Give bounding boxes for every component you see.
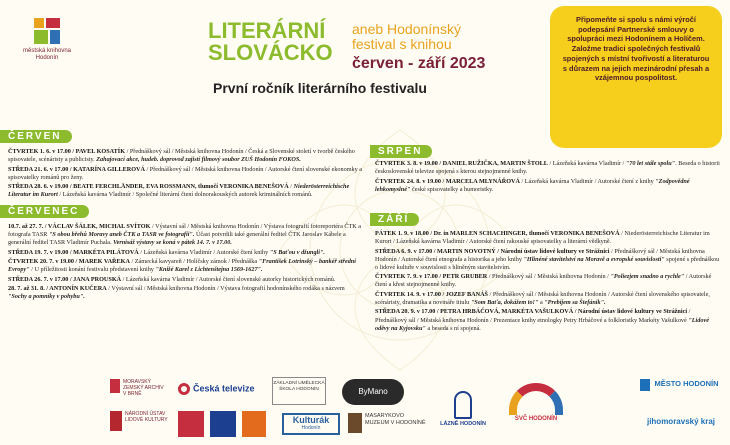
lazne-logo: LÁZNĚ HODONÍN: [440, 391, 486, 428]
event-em: "Sochy a pomníky v pohybu".: [8, 293, 85, 301]
ct-logo: Česká televize: [178, 383, 268, 395]
event-item: [375, 273, 720, 289]
event-when: STŘEDA 20. 9. v 17.00 / PETRA HRBÁČOVÁ, MARKÉTA VAŠULKOVÁ / Národní ústav lidové kultury ve Strážnici: [375, 308, 688, 316]
event-em: "Hlinéné stavitelství na Moravě a evropské souvislosti": [523, 255, 665, 263]
month-heading-zari: ZÁŘÍ: [370, 213, 419, 226]
month-heading-cerven: ČERVEN: [0, 130, 72, 143]
event-em2: "Knižé Karel z Lichtenštejna 1569-1627".: [155, 266, 263, 274]
library-logo: [17, 16, 77, 82]
svc-rainbow-icon: [509, 383, 563, 415]
event-text: / Výstavní sál / Městská knihovna Hodonín / Výstava fotografií hodonínského rodáka s názvem: [108, 285, 345, 293]
event-em: "Poliezjem snadno a rychle": [610, 273, 685, 281]
event-text2: / U příležitosti konání festivalu představení knihy: [29, 266, 156, 274]
partner-logos: [0, 377, 730, 445]
event-em: "70 let stále spolu": [625, 160, 676, 167]
event-text: /: [290, 183, 294, 191]
event-text: / Lázeňská kavárna Vladimír / Autorské čtení knihy: [140, 248, 270, 256]
events-zari: [375, 230, 720, 334]
ct-icon: [178, 383, 190, 395]
event-when: STŘEDA 26. 7. v 17.00 / JANA PROUSKÁ: [8, 275, 122, 283]
svc-logo: SVČ HODONÍN: [496, 383, 576, 423]
event-when: ČTVRTEK 3. 8. v 19.00 / DANIEL RUŽIČKA, MARTIN ŠTOLL: [375, 160, 548, 167]
event-em: Niederösterreichische Literatur im Kurort: [8, 183, 350, 199]
zus-logo: ZÁKLADNÍ UMĚLECKÁ ŠKOLA HODONÍN: [272, 377, 326, 405]
event-when: STŘEDA 6. 9. v 17.00 / MARTIN NOVOTNÝ / Národní ústav lidové kultury ve Strážnici: [375, 247, 610, 255]
event-item: [8, 249, 363, 257]
event-em: "S obou břehů Moravy aneb ČTK a TASR ve fotografii".: [48, 231, 195, 239]
event-em: "Lidové oděvy na Kyjovsku": [375, 316, 709, 332]
month-heading-cervenec: ČERVENEC: [0, 205, 89, 218]
event-text2: spojené s přednáškou o lidové kultuře v souvislosti s hliněným stavitelstvím.: [375, 255, 720, 271]
event-em: "František Lotrinský – bankéř střední Evropy": [8, 258, 356, 274]
event-em: "S Baťou v džungli".: [269, 248, 325, 256]
event-item: [375, 308, 720, 332]
event-text: / Lázeňská kavárna Vladimír / Autorské čtení z knihy: [521, 177, 656, 185]
event-item: [8, 166, 363, 182]
event-text: / Zámecká kavyareň / Holíčsky zámok / Přednáška: [131, 258, 259, 266]
event-when: STŘEDA 21. 6. v 17.00 / KATARÍNA GILLEROVÁ: [8, 165, 145, 173]
library-logo-mark: [34, 18, 60, 44]
events-cervenec: [8, 223, 363, 303]
event-item: [375, 230, 720, 246]
lazne-icon: [454, 391, 472, 419]
event-text: / Lázeňská kavárna Vladimír / Autorské čtení slovenské autorky historických románů.: [122, 275, 336, 283]
event-item: [8, 276, 363, 284]
mesto-logo: MĚSTO HODONÍN: [640, 379, 720, 391]
festival-title: LITERÁRNÍ SLOVÁCKO: [208, 18, 333, 65]
cez-icon: [242, 411, 266, 437]
event-text: / Přednáškový sál / Městská knihovna Hodonín / Autorské čtení etnografa a historika a jeho knihy: [375, 247, 705, 263]
event-item: [8, 285, 363, 301]
nulk-icon: [110, 411, 122, 431]
festival-subtitle: aneb Hodonínský festival s knihou: [352, 21, 461, 52]
event-em: Zahajovací akce, hudeb. doprovod zajistí filmový soubor ZUŠ Hodonín FOKOS.: [96, 156, 301, 164]
event-when: ČTVRTEK 14. 9. v 17.00 / JOZEF BANÁŠ: [375, 290, 489, 298]
holic-coat-of-arms-icon: [210, 411, 236, 437]
event-text: / Výstavní sál / Městská knihovna Hodonín / Výstava fotografií fotoreportéra ČTK a fotografa TASR: [8, 223, 362, 239]
event-item: [8, 148, 363, 164]
event-text2: / Lázeňská kavárna Vladimír / Společné literární čtení dolnorakouských autorek kriminálních románů.: [57, 191, 313, 199]
event-text2: Účast potvrdili také generální ředitel ČTK Jaroslav Kábele a generální ředitel TASR Vladimír Puchala.: [8, 231, 346, 247]
event-item: [8, 258, 363, 274]
event-text: / Přednáškový sál / Městská knihovna Hodonín /: [488, 273, 611, 281]
event-text: / Přednáškový sál / Městská knihovna Hodonín / Česká a Slovenské století v tvorbě českého spisovatele, scénáristy a publicisty.: [8, 148, 355, 164]
library-caption: městská knihovna Hodonín: [22, 48, 72, 61]
event-item: [8, 183, 363, 199]
event-text2: / Autorské čtení a křest stejnojmenné knihy.: [375, 273, 712, 289]
event-text: / Niederösterreichische Literatur im Kurort / Lázeňská kavárna Vladimír / Autorské čtení rakouské spisovatelky a literární vědkyně.: [375, 230, 710, 246]
events-cerven: [8, 148, 363, 201]
event-text2: české spisovatelky a humoristky.: [410, 185, 494, 193]
mesto-icon: [640, 379, 650, 391]
event-item: [375, 178, 720, 194]
event-when: ČTVRTEK 1. 6. v 17.00 / PAVEL KOSATÍK: [8, 148, 126, 155]
festival-dates: červen - září 2023: [352, 55, 486, 72]
event-when: STŘEDA 28. 6. v 19.00 / BEATE FERCHLÄNDER, EVA ROSSMANN, tlumočí VERONIKA BENEŠOVÁ: [8, 183, 289, 191]
event-text: / Přednáškový sál / Městská knihovna Hodonín / Prezentace knihy etnologky Petry Hrbáčové a folkloristky Markéty Vašulkové: [375, 308, 691, 324]
kraj-logo: jihomoravský kraj: [646, 417, 716, 426]
event-text2: a beseda s ní spojená.: [425, 324, 481, 332]
nulk-logo: NÁRODNÍ ÚSTAV LIDOVÉ KULTURY: [110, 411, 170, 431]
event-em2: "Prebijem sa Štefánik".: [544, 298, 606, 306]
event-text2: . Beseda o historii československé televize spojená s kterou stejnojmenné knihy.: [375, 160, 720, 176]
event-when: ČTVRTEK 7. 9. v 17.00 / PETR GRUBER: [375, 273, 488, 281]
event-when: ČTVRTEK 20. 7. v 19.00 / MAREK VAŘEKA: [8, 258, 130, 266]
event-when: STŘEDA 19. 7. v 19.00 / MARKÉTA PILÁTOVÁ: [8, 248, 139, 256]
muzeum-icon: [348, 413, 362, 433]
mza-icon: [110, 379, 120, 393]
event-when: 10.7. až 27. 7. / VÁCLAV ŠÁLEK, MICHAL SVÍTOK: [8, 223, 151, 230]
spolek-logo: ByMano: [342, 379, 404, 405]
event-em2: Vernisáž výstavy se koná v pátek 14. 7. v 17.00.: [113, 239, 232, 247]
mza-logo: MORAVSKÝ ZEMSKÝ ARCHIV V BRNĚ: [110, 379, 168, 397]
event-item: [8, 223, 363, 247]
event-em: "Som Baťa, dokážem to!": [470, 298, 539, 306]
event-item: [375, 248, 720, 272]
event-text: / Přednáškový sál / Městská knihovna Hodonín / Autorské čtení slovenské ekonomky a spisovatelky románů pro ženy.: [8, 165, 363, 181]
event-item: [375, 160, 720, 176]
event-em: "Zodpovědné lehkomyslné": [375, 177, 690, 193]
event-text: / Lázeňská kavárna Vladimír /: [549, 160, 626, 167]
partnership-callout: Připomeňte si spolu s námi výročí podepsání Partnerské smlouvy o spolupráci mezi Hodonínem a Holíčem. Založme tradici společných festivalů spojených s místní tvořivostí a literaturou s důrazem na jejich mezinárodní přesah a vzájemnou pospolitost.: [550, 6, 722, 148]
events-srpen: [375, 160, 720, 195]
event-text2: a: [538, 298, 545, 306]
festival-tagline: První ročník literárního festivalu: [213, 80, 427, 96]
event-when: ČTVRTEK 24. 8. v 19.00 / MARCELA MLYNÁŘOVÁ: [375, 177, 520, 185]
event-when: 28. 7. až 31. 8. / ANTONÍN KUČERA: [8, 285, 107, 293]
event-item: [375, 291, 720, 307]
event-when: PÁTEK 1. 9. v 18.00 / Dr. in MARLEN SCHACHINGER, tlumočí VERONIKA BENEŠOVÁ: [375, 230, 620, 237]
muzeum-logo: MASARYKOVO MUZEUM V HODONÍNĚ: [348, 413, 428, 433]
event-text: / Přednáškový sál / Městská knihovna Hodonín / Autorské čtení slovenského spisovatele, scénáristy, dramatika a novináře titulu: [375, 290, 710, 306]
month-heading-srpen: SRPEN: [370, 145, 432, 158]
hodonin-coat-of-arms-icon: [178, 411, 204, 437]
kulturak-logo: Kulturák Hodonín: [282, 413, 340, 435]
